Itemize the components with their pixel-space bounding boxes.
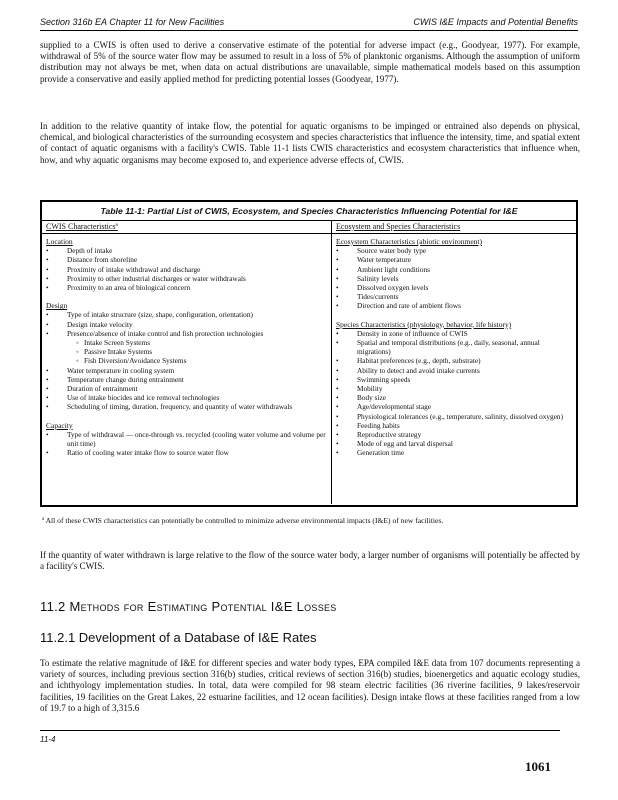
list-item: • Type of intake structure (size, shape, configuration, orientation) bbox=[46, 310, 327, 319]
list-item: • Duration of entrainment bbox=[46, 384, 327, 393]
cwis-column-heading: CWIS Characteristicsª bbox=[46, 222, 118, 231]
list-item: • Presence/absence of intake control and fish protection technologies bbox=[46, 329, 327, 338]
body-paragraph-4: To estimate the relative magnitude of I&E for different species and water body types, EPA compiled I&E data from 107 documents representing a variety of sources, including previous section 316(b) studies, critical reviews of section 316(b) studies, bioenergetics and aquatic ecology studies, and ichthyology implementation studies. In total, data were compiled for 98 steam electric facilities (36 riverine facilities, 9 lakes/reservoir facilities, 19 facilities on the Great Lakes, 22 estuarine facilities, and 12 ocean facilities). Design intake flows at these facilities ranged from a low of 19.7 to a high of 3,315.6 bbox=[40, 658, 580, 713]
species-heading: Species Characteristics (physiology, behavior, life history) bbox=[336, 319, 512, 329]
ecosystem-species-column bbox=[332, 234, 576, 504]
list-item: • Direction and rate of ambient flows bbox=[336, 301, 572, 310]
capacity-list bbox=[46, 430, 327, 458]
list-item: • Use of intake biocides and ice removal technologies bbox=[46, 393, 327, 402]
footer-rule bbox=[40, 730, 560, 731]
table-title: Table 11-1: Partial List of CWIS, Ecosystem, and Species Characteristics Influencing Potential for I&E bbox=[42, 202, 576, 221]
list-item: • Spatial and temporal distributions (e.g., daily, seasonal, annual migrations) bbox=[336, 338, 572, 356]
list-item: • Water temperature bbox=[336, 255, 572, 264]
list-item: • Mode of egg and larval dispersal bbox=[336, 439, 572, 448]
ecosystem-column-heading: Ecosystem and Species Characteristics bbox=[336, 222, 461, 231]
design-list bbox=[46, 310, 327, 411]
ecosystem-heading: Ecosystem Characteristics (abiotic environment) bbox=[336, 237, 482, 246]
list-item: • Temperature change during entrainment bbox=[46, 375, 327, 384]
capacity-heading: Capacity bbox=[46, 420, 73, 430]
page-number: 11-4 bbox=[40, 735, 56, 744]
list-item: • Proximity to other industrial discharges or water withdrawals bbox=[46, 274, 327, 283]
body-paragraph-3: If the quantity of water withdrawn is large relative to the flow of the source water body, a larger number of organisms will potentially be affected by a facility's CWIS. bbox=[40, 550, 580, 572]
list-item: • Swimming speeds bbox=[336, 375, 572, 384]
list-item: • Generation time bbox=[336, 448, 572, 457]
location-heading: Location bbox=[46, 237, 73, 246]
list-item: • Proximity to an area of biological concern bbox=[46, 283, 327, 292]
list-item: • Age/developmental stage bbox=[336, 402, 572, 411]
list-subitem: ◦ Intake Screen Systems bbox=[46, 338, 327, 347]
ecosystem-list bbox=[336, 246, 572, 310]
list-item: • Dissolved oxygen levels bbox=[336, 283, 572, 292]
design-heading: Design bbox=[46, 301, 68, 311]
list-item: • Ratio of cooling water intake flow to source water flow bbox=[46, 448, 327, 457]
table-body bbox=[42, 234, 576, 504]
list-item: • Scheduling of timing, duration, frequency, and quantity of water withdrawals bbox=[46, 402, 327, 411]
list-item: • Salinity levels bbox=[336, 274, 572, 283]
list-item: • Type of withdrawal — once-through vs. recycled (cooling water volume and volume per unit time) bbox=[46, 430, 327, 448]
list-item: • Mobility bbox=[336, 384, 572, 393]
list-item: • Body size bbox=[336, 393, 572, 402]
list-subitem: ◦ Fish Diversion/Avoidance Systems bbox=[46, 356, 327, 365]
list-item: • Proximity of intake withdrawal and discharge bbox=[46, 265, 327, 274]
table-column-headings bbox=[42, 221, 576, 234]
list-item: • Physiological tolerances (e.g., temperature, salinity, dissolved oxygen) bbox=[336, 412, 572, 421]
list-item: • Design intake velocity bbox=[46, 320, 327, 329]
running-header-right: CWIS I&E Impacts and Potential Benefits bbox=[413, 17, 578, 27]
list-item: • Tides/currents bbox=[336, 292, 572, 301]
list-item: • Habitat preferences (e.g., depth, substrate) bbox=[336, 356, 572, 365]
cwis-characteristics-column bbox=[42, 234, 332, 504]
list-item: • Density in zone of influence of CWIS bbox=[336, 329, 572, 338]
list-item: • Reproductive strategy bbox=[336, 430, 572, 439]
list-item: • Depth of intake bbox=[46, 246, 327, 255]
running-header bbox=[40, 17, 578, 31]
body-paragraph-2: In addition to the relative quantity of intake flow, the potential for aquatic organisms to be impinged or entrained also depends on physical, chemical, and biological characteristics of the surrounding ecosystem and species characteristics that influence the intensity, time, and spatial extent of contact of aquatic organisms with a facility's CWIS. Table 11-1 lists CWIS characteristics and ecosystem characteristics that influence when, how, and why aquatic organisms may become exposed to, and experience adverse effects of, CWIS. bbox=[40, 121, 580, 165]
body-paragraph-1: supplied to a CWIS is often used to derive a conservative estimate of the potential for adverse impact (e.g., Goodyear, 1977). For example, withdrawal of 5% of the source water flow may be assumed to result in a loss of 5% of planktonic organisms. Although the assumption of uniform distribution may not always be met, when data on actual distributions are unavailable, simple mathematical models based on this assumption provide a conservative and easily applied method for predicting potential losses (Goodyear, 1977). bbox=[40, 40, 580, 84]
list-item: • Water temperature in cooling system bbox=[46, 366, 327, 375]
list-item: • Ambient light conditions bbox=[336, 265, 572, 274]
list-item: • Source water body type bbox=[336, 246, 572, 255]
location-list bbox=[46, 246, 327, 292]
list-subitem: ◦ Passive Intake Systems bbox=[46, 347, 327, 356]
subsection-heading: 11.2.1 Development of a Database of I&E Rates bbox=[40, 630, 317, 645]
list-item: • Feeding habits bbox=[336, 421, 572, 430]
section-heading: 11.2 Methods for Estimating Potential I&E Losses bbox=[40, 599, 337, 614]
list-item: • Ability to detect and avoid intake currents bbox=[336, 366, 572, 375]
running-header-left: Section 316b EA Chapter 11 for New Facilities bbox=[40, 17, 225, 27]
bates-number: 1061 bbox=[525, 759, 551, 774]
table-11-1 bbox=[40, 200, 578, 507]
species-list bbox=[336, 329, 572, 458]
table-footnote: ª All of these CWIS characteristics can potentially be controlled to minimize adverse environmental impacts (I&E) of new facilities. bbox=[42, 516, 444, 525]
list-item: • Distance from shoreline bbox=[46, 255, 327, 264]
